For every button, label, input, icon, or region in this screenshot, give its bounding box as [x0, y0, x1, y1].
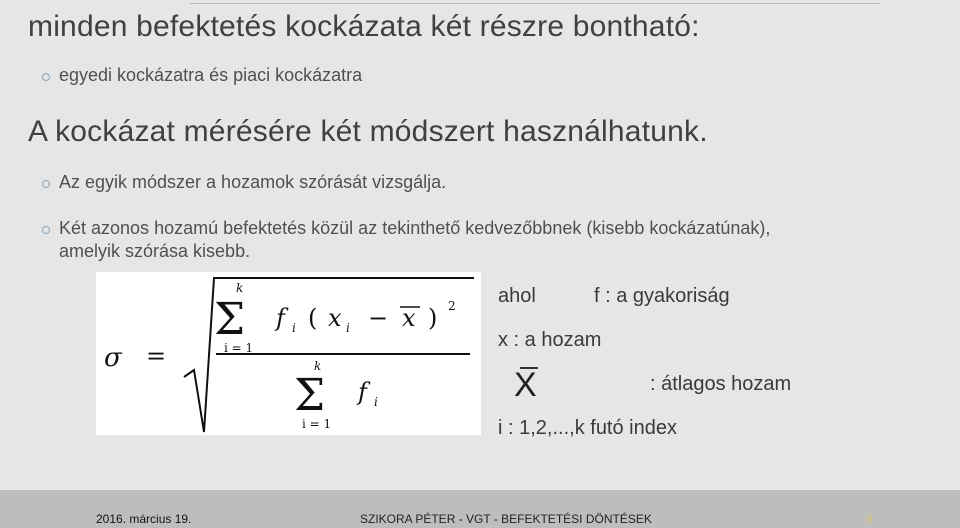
bullet-text-line1: Két azonos hozamú befektetés közül az tekinthető kedvezőbbnek (kisebb kockázatúnak), [59, 218, 771, 238]
denominator-sum-lower: i = 1 [302, 417, 332, 431]
numerator-x: x [328, 304, 342, 332]
numerator-x-sub-i: i [346, 321, 350, 335]
definition-index: i : 1,2,...,k futó index [498, 417, 677, 439]
mean-x: x [402, 304, 416, 332]
label-ahol: ahol [498, 285, 536, 307]
definition-frequency: f : a gyakoriság [594, 285, 730, 307]
slide-footer [0, 490, 960, 528]
denominator-summation: Σ [294, 370, 326, 421]
summation-symbol: Σ [214, 294, 246, 345]
bullet-text-line2: amelyik szórása kisebb. [59, 241, 251, 261]
denominator-sub-i: i [374, 395, 378, 409]
bullet-text: egyedi kockázatra és piaci kockázatra [59, 65, 363, 85]
footer-title: SZIKORA PÉTER - VGT - BEFEKTETÉSI DÖNTÉSEK [360, 512, 652, 526]
open-paren: ( [308, 304, 318, 332]
top-rule [190, 3, 880, 4]
bullet-circle-icon [42, 180, 50, 188]
bullet-circle-icon [42, 226, 50, 234]
std-dev-formula [96, 272, 481, 435]
footer-page-number: 9 [866, 512, 873, 526]
bullet-circle-icon [42, 73, 50, 81]
heading-methods: A kockázat mérésére két módszert használhatunk. [28, 115, 708, 148]
numerator-f: f [276, 304, 285, 332]
bullet-text: Az egyik módszer a hozamok szórását vizsgálja. [59, 172, 447, 192]
minus-sign: − [368, 304, 389, 332]
sigma-symbol: σ [104, 343, 122, 373]
square-exponent: 2 [448, 299, 456, 313]
equals-sign: = [146, 342, 167, 370]
footer-date: 2016. március 19. [96, 512, 192, 526]
close-paren: ) [428, 304, 438, 332]
mean-symbol [512, 362, 542, 408]
sum-upper-limit: k [236, 281, 244, 295]
definition-mean-return: : átlagos hozam [650, 373, 792, 395]
denominator-f: f [358, 378, 367, 406]
mean-symbol-letter: X [514, 366, 537, 404]
denominator-sum-upper: k [314, 359, 322, 373]
numerator-sub-i: i [292, 321, 296, 335]
sum-lower-limit: i = 1 [224, 341, 254, 355]
heading-risk-split: minden befektetés kockázata két részre bontható: [28, 10, 700, 43]
definition-return: x : a hozam [498, 329, 602, 351]
